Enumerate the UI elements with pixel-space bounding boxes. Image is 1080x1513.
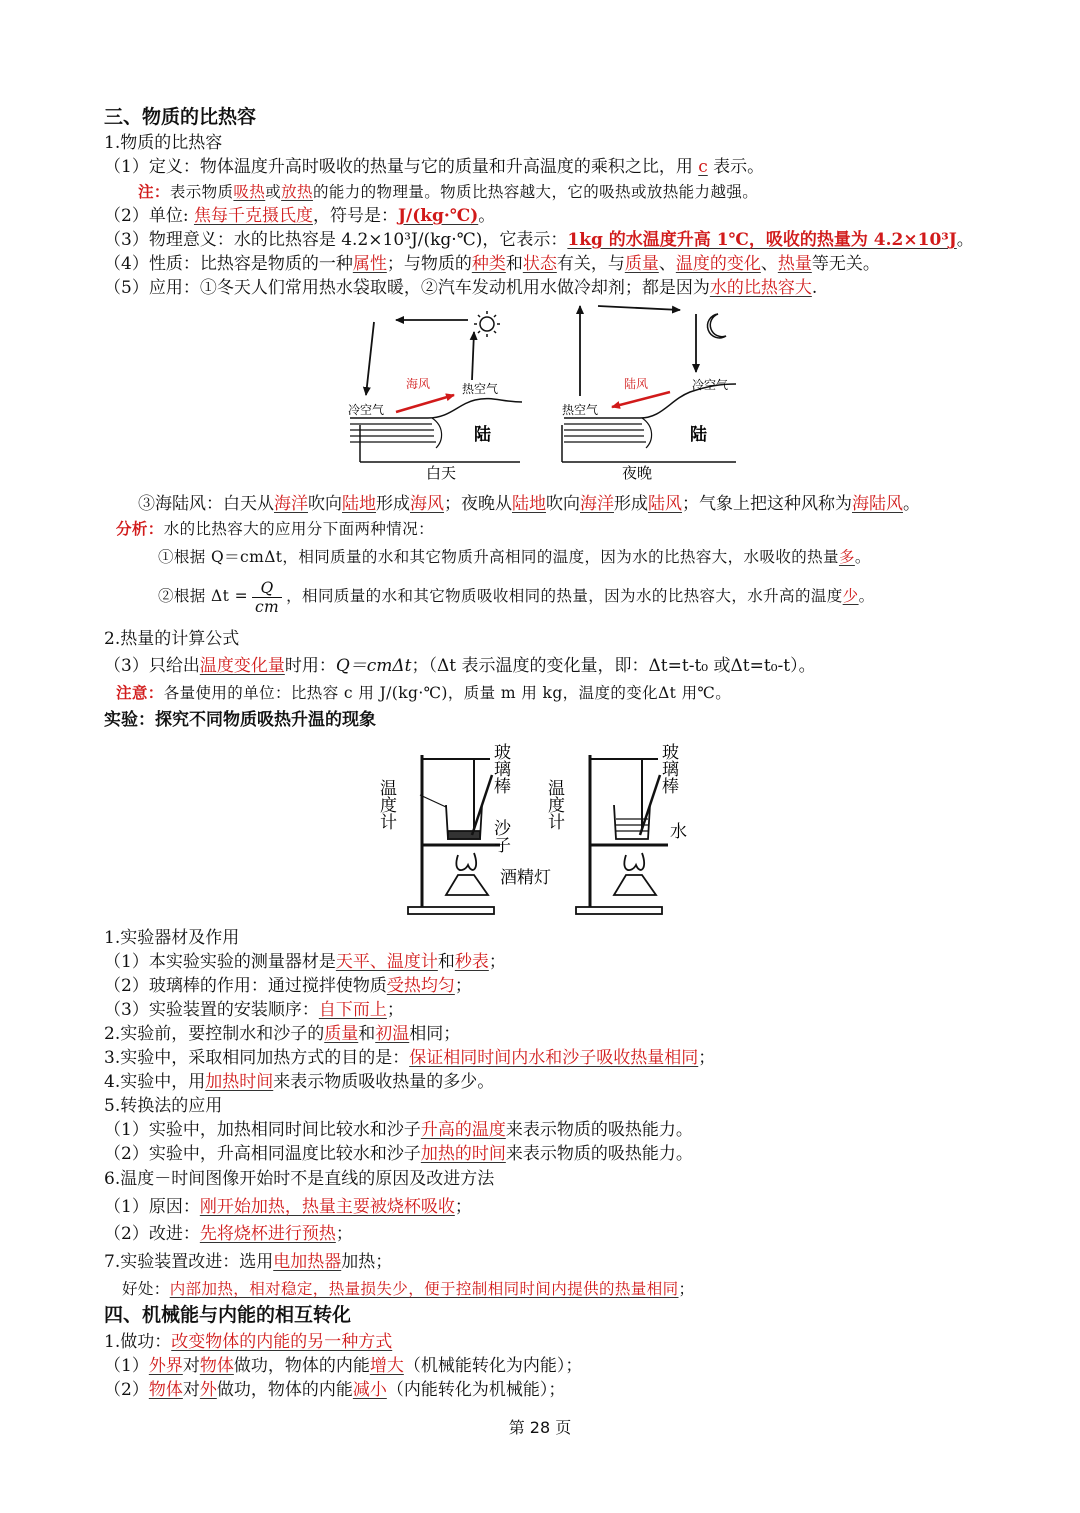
night-panel — [562, 306, 736, 482]
work-line-1: （1）外界对物体做功，物体的内能增大（机械能转化为内能）； — [104, 1356, 583, 1376]
meaning-line: （3）物理意义：水的比热容是 4.2×10³J/(kg·℃)，它表示：1kg 的水温度升高 1℃，吸收的热量为 4.2×10³J。 — [104, 230, 974, 250]
day-panel — [348, 311, 522, 482]
sand-label: 沙子 — [490, 819, 510, 853]
application-line: （5）应用：①冬天人们常用热水袋取暖，②汽车发动机用水做冷却剂；都是因为水的比热容大. — [104, 278, 818, 298]
exp-1a: （1）本实验实验的测量器材是天平、温度计和秒表； — [104, 952, 506, 972]
fraction-q-over-cm: $\frac{Q}{cm}$ — [252, 579, 282, 616]
exp-benefit: 好处：内部加热，相对稳定，热量损失少，便于控制相同时间内提供的热量相同； — [122, 1280, 695, 1298]
exp-6: 6.温度－时间图像开始时不是直线的原因及改进方法 — [104, 1169, 495, 1189]
case1-line: ①根据 Q＝cmΔt，相同质量的水和其它物质升高相同的温度，因为水的比热容大，水吸收的热量多。 — [158, 548, 871, 566]
exp-3: 3.实验中，采取相同加热方式的目的是：保证相同时间内水和沙子吸收热量相同； — [104, 1048, 716, 1068]
night-cold-air-label: 冷空气 — [692, 378, 729, 392]
apparatus-diagram — [376, 735, 700, 920]
experiment-title: 实验：探究不同物质吸热升温的现象 — [104, 710, 376, 730]
water-label: 水 — [670, 822, 687, 842]
exp-7: 7.实验装置改进：选用电加热器加热； — [104, 1252, 393, 1272]
exp-6a: （1）原因：刚开始加热，热量主要被烧杯吸收； — [104, 1197, 472, 1217]
water-setup — [576, 755, 668, 914]
attention-line: 注意：各量使用的单位：比热容 c 用 J/(kg·℃)，质量 m 用 kg，温度的变化Δt 用℃。 — [116, 684, 732, 702]
exp-2: 2.实验前，要控制水和沙子的质量和初温相同； — [104, 1024, 461, 1044]
day-hot-air-label: 热空气 — [462, 382, 499, 396]
rod-label-right: 玻璃棒 — [658, 743, 678, 794]
exp-4: 4.实验中，用加热时间来表示物质吸收热量的多少。 — [104, 1072, 495, 1092]
exp-6b: （2）改进：先将烧杯进行预热； — [104, 1224, 353, 1244]
subheading-specific-heat: 1.物质的比热容 — [104, 133, 223, 153]
exp-5a: （1）实验中，加热相同时间比较水和沙子升高的温度来表示物质的吸热能力。 — [104, 1120, 693, 1140]
section-title-4: 四、机械能与内能的相互转化 — [104, 1304, 352, 1326]
formula-line: （3）只给出温度变化量时用：Q＝cmΔt；（Δt 表示温度的变化量，即：Δt=t-t₀ 或Δt=t₀-t）。 — [104, 656, 816, 676]
thermometer-label-right: 温度计 — [544, 779, 564, 830]
case2-line: ②根据 Δt = $\frac{Q}{cm}$ ，相同质量的水和其它物质吸收相同的热量，因为水的比热容大，水升高的温度少。 — [158, 578, 875, 616]
analysis-line: 分析：水的比热容大的应用分下面两种情况： — [116, 520, 435, 538]
subheading-heat-formula: 2.热量的计算公式 — [104, 629, 240, 649]
day-label: 白天 — [426, 464, 457, 482]
night-land-label: 陆 — [690, 425, 707, 445]
exp-1c: （3）实验装置的安装顺序：自下而上； — [104, 1000, 404, 1020]
unit-line: （2）单位: 焦每千克摄氏度，符号是：J/(kg·℃)。 — [104, 206, 496, 226]
sand-setup — [408, 755, 500, 914]
thermometer-label-left: 温度计 — [376, 779, 396, 830]
sea-breeze-line: ③海陆风：白天从海洋吹向陆地形成海风；夜晚从陆地吹向海洋形成陆风；气象上把这种风称为海陆风。 — [138, 494, 920, 514]
exp-5: 5.转换法的应用 — [104, 1096, 223, 1116]
night-hot-air-label: 热空气 — [562, 403, 599, 417]
sea-land-breeze-diagram — [340, 300, 750, 490]
lamp-label: 酒精灯 — [500, 868, 551, 888]
note-line: 注：表示物质吸热或放热的能力的物理量。物质比热容越大，它的吸热或放热能力越强。 — [138, 182, 759, 201]
day-cold-air-label: 冷空气 — [348, 403, 385, 417]
day-wind-label: 海风 — [406, 377, 431, 391]
definition-line: （1）定义：物体温度升高时吸收的热量与它的质量和升高温度的乘积之比，用 c 表示。 — [104, 157, 765, 177]
property-line: （4）性质：比热容是物质的一种属性；与物质的种类和状态有关，与质量、温度的变化、热量等无关。 — [104, 254, 880, 274]
day-land-label: 陆 — [474, 425, 491, 445]
work-line: 1.做功：改变物体的内能的另一种方式 — [104, 1332, 393, 1352]
night-wind-label: 陆风 — [624, 377, 649, 391]
night-label: 夜晚 — [622, 464, 653, 482]
moon-icon — [708, 314, 726, 338]
work-line-2: （2）物体对外做功，物体的内能减小（内能转化为机械能）； — [104, 1380, 566, 1400]
page-number: 第 28 页 — [508, 1418, 572, 1437]
exp-1b: （2）玻璃棒的作用：通过搅拌使物质受热均匀； — [104, 976, 472, 996]
rod-label-left: 玻璃棒 — [490, 743, 510, 794]
section-title-3: 三、物质的比热容 — [104, 106, 257, 128]
exp-1: 1.实验器材及作用 — [104, 928, 240, 948]
exp-5b: （2）实验中，升高相同温度比较水和沙子加热的时间来表示物质的吸热能力。 — [104, 1144, 693, 1164]
sun-icon — [474, 311, 500, 337]
